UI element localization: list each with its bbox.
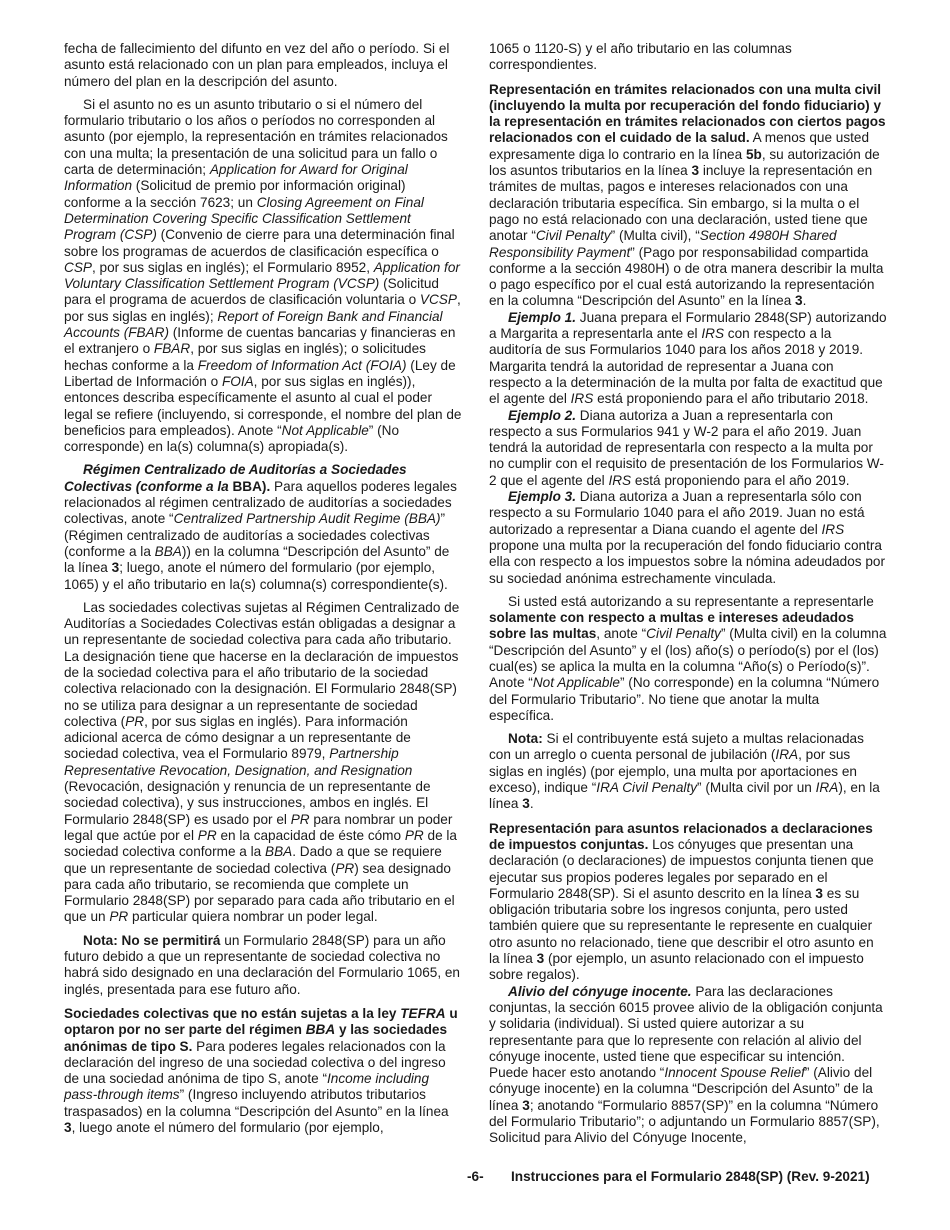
page-footer [0,1169,950,1189]
example-3-label: Ejemplo 3. [508,489,576,505]
heading-civil-penalty: Representación en trámites relacionados con una multa civil (incluyendo la multa por recuperación del fondo fiduciario) y la representación en trámites relacionados con ciertos pagos relacionados con el cuidado de la salud. [489,81,886,146]
left-column [64,41,462,1143]
heading-innocent-spouse: Alivio del cónyuge inocente. [508,983,692,999]
paragraph-penalties-only: Si usted está autorizando a su representante a representarle solamente con respecto a multas e intereses adeudados sobre las multas, anote “Civil Penalty” (Multa civil) en la columna “Descripción del Asunto” y el (los) año(s) o período(s) por el (los) cual(es) se aplica la multa en la columna “Año(s) o Período(s)”. Anote “Not Applicable” (No corresponde) en la columna “Número del Formulario Tributario”. No tiene que anotar la multa específica. [489,593,887,723]
paragraph-continuation: 1065 o 1120-S) y el año tributario en las columnas correspondientes. [489,41,792,73]
example-1: Ejemplo 1. Juana prepara el Formulario 2848(SP) autorizando a Margarita a representarla ante el IRS con respecto a la auditoría de sus Formularios 1040 para los años 2018 y 2019. Margarita tendrá la autoridad de representar a Juana con respecto a la determinación de la multa por falta de exactitud que el agente del IRS está proponiendo para el año tributario 2018. [489,309,887,407]
paragraph-innocent-spouse: Alivio del cónyuge inocente. Para las declaraciones conjuntas, la sección 6015 provee alivio de la obligación conjunta y solidaria (individual). Si usted quiere autorizar a su representante para que lo represente con relación al alivio del cónyuge inocente, usted tiene que especificar su intención. Puede hacer esto anotando “Innocent Spouse Relief” (Alivio del cónyuge inocente) en la columna “Descripción del Asunto” de la línea 3; anotando “Formulario 8857(SP)” en la columna “Número del Formulario Tributario”; o adjuntando un Formulario 8857(SP), Solicitud para Alivio del Cónyuge Inocente, [489,983,883,1146]
note-ira-penalty: Nota: Si el contribuyente está sujeto a multas relacionadas con un arreglo o cuenta personal de jubilación (IRA, por sus siglas en inglés) (por ejemplo, una multa por aportaciones en exceso), indique “IRA Civil Penalty” (Multa civil por un IRA), en la línea 3. [489,731,880,812]
page-number: -6- [467,1169,484,1184]
example-1-label: Ejemplo 1. [508,309,576,325]
paragraph-joint-returns: Representación para asuntos relacionados a declaraciones de impuestos conjuntas. Los cónyuges que presentan una declaración (o declaraciones) de impuestos conjunta tienen que ejecutar sus propios poderes legales por separado en el Formulario 2848(SP). Si el asunto descrito en la línea 3 es su obligación tributaria sobre los ingresos conjunta, pero usted también quiere que su representante le represente en cualquier otro asunto no relacionado, tiene que describir el otro asunto en la línea 3 (por ejemplo, un asunto relacionado con el impuesto sobre regalos). [489,820,874,983]
note-future-year: Nota: No se permitirá un Formulario 2848(SP) para un año futuro debido a que un representante de sociedad colectiva no habrá sido designado en una declaración del Formulario 1065, en inglés, presentada para ese futuro año. [64,932,460,997]
paragraph-tefra-s-corp: Sociedades colectivas que no están sujetas a la ley TEFRA u optaron por no ser parte del régimen BBA y las sociedades anónimas de tipo S. Para poderes legales relacionados con la declaración del ingreso de una sociedad colectiva o del ingreso de una sociedad anónima de tipo S, anote “Income including pass-through items” (Ingreso incluyendo atributos tributarios traspasados) en la columna “Descripción del Asunto” en la línea 3, luego anote el número del formulario (por ejemplo, [64,1005,458,1135]
heading-tefra-s-corp: Sociedades colectivas que no están sujetas a la ley TEFRA u optaron por no ser parte del régimen BBA y las sociedades anónimas de tipo S. [64,1005,458,1054]
example-2-label: Ejemplo 2. [508,407,576,423]
paragraph-non-tax-matter: Si el asunto no es un asunto tributario o si el número del formulario tributario o los años o períodos no corresponden al asunto (por ejemplo, la representación en trámites relacionados con una multa; la presentación de una solicitud para un fallo o carta de determinación; Application for Award for Original Information (Solicitud de premio por información original) conforme a la sección 7623; un Closing Agreement on Final Determination Covering Specific Classification Settlement Program (CSP) (Convenio de cierre para una determinación final sobre los programas de acuerdos de clasificación específica o CSP, por sus siglas en inglés); el Formulario 8952, Application for Voluntary Classification Settlement Program (VCSP) (Solicitud para el programa de acuerdos de clasificación voluntaria o VCSP, por sus siglas en inglés); Report of Foreign Bank and Financial Accounts (FBAR) (Informe de cuentas bancarias y financieras en el extranjero o FBAR, por sus siglas en inglés); o solicitudes hechas conforme a la Freedom of Information Act (FOIA) (Ley de Libertad de Información o FOIA, por sus siglas en inglés)), entonces describa específicamente el asunto al cual el poder legal se refiere (incluyendo, si corresponde, el nombre del plan de beneficios para empleados). Anote “Not Applicable” (No corresponde) en la(s) columna(s) apropiada(s). [64,96,462,455]
paragraph-partnership-representative: Las sociedades colectivas sujetas al Régimen Centralizado de Auditorías a Sociedades Colectivas están obligadas a designar a un representante de sociedad colectiva para cada año tributario. La designación tiene que hacerse en la declaración de impuestos de la sociedad colectiva para el año tributario de la sociedad colectiva relacionado con la designación. El Formulario 2848(SP) no se utiliza para designar a un representante de sociedad colectiva (PR, por sus siglas en inglés). Para información adicional acerca de cómo designar a un representante de sociedad colectiva, vea el Formulario 8979, Partnership Representative Revocation, Designation, and Resignation (Revocación, designación y renuncia de un representante de sociedad colectiva), y sus instrucciones, ambos en inglés. El Formulario 2848(SP) es usado por el PR para nombrar un poder legal que actúe por el PR en la capacidad de éste cómo PR de la sociedad colectiva conforme a la BBA. Dado a que se requiere que un representante de sociedad colectiva (PR) sea designado para cada año tributario, se recomienda que complete un Formulario 2848(SP) por separado para cada año tributario en el que un PR particular quiera nombrar un poder legal. [64,599,460,925]
footer-title: Instrucciones para el Formulario 2848(SP) (Rev. 9-2021) [511,1169,870,1184]
heading-bba-regime: Régimen Centralizado de Auditorías a Sociedades Colectivas (conforme a la [64,462,407,494]
heading-joint-returns: Representación para asuntos relacionados a declaraciones de impuestos conjuntas. [489,820,873,852]
paragraph-bba-regime: Régimen Centralizado de Auditorías a Sociedades Colectivas (conforme a la BBA). Para aquellos poderes legales relacionados al régimen centralizado de auditorías a sociedades colectivas, anote “Centralized Partnership Audit Regime (BBA)” (Régimen centralizado de auditorías a sociedades colectivas (conforme a la BBA)) en la columna “Descripción del Asunto” de la línea 3; luego, anote el número del formulario (por ejemplo, 1065) y el año tributario en la(s) columna(s) correspondiente(s). [64,462,457,592]
paragraph-decedent-date: fecha de fallecimiento del difunto en vez del año o período. Si el asunto está relacionado con un plan para empleados, incluya el número del plan en la descripción del asunto. [64,41,450,89]
paragraph-civil-penalty: Representación en trámites relacionados con una multa civil (incluyendo la multa por recuperación del fondo fiduciario) y la representación en trámites relacionados con ciertos pagos relacionados con el cuidado de la salud. A menos que usted expresamente diga lo contrario en la línea 5b, su autorización de los asuntos tributarios en la línea 3 incluye la representación en trámites de multas, pagos e intereses relacionados con una declaración tributaria específica. Sin embargo, si la multa o el pago no está relacionado con una declaración, usted tiene que anotar “Civil Penalty” (Multa civil), “Section 4980H Shared Responsibility Payment” (Pago por responsabilidad compartida conforme a la sección 4980H) o de otra manera describir la multa o pago específico por el cual está autorizando la representación en la columna “Descripción del Asunto” en la línea 3. [489,81,886,309]
right-column [489,41,887,1154]
example-3: Ejemplo 3. Diana autoriza a Juan a representarla sólo con respecto a su Formulario 1040 para el año 2019. Juan no está autorizado a representar a Diana cuando el agente del IRS propone una multa por la recuperación del fondo fiduciario contra ella con respecto a los impuestos sobre la nómina adeudados por su sociedad anónima estrechamente vinculada. [489,489,885,586]
example-2: Ejemplo 2. Diana autoriza a Juan a representarla con respecto a sus Formularios 941 y W-2 para el año 2019. Juan tendrá la autoridad de representarla con respecto a la multa por no cumplir con el requisito de presentación de los Formularios W-2 que el agente del IRS está proponiendo para el año 2019. [489,407,884,488]
